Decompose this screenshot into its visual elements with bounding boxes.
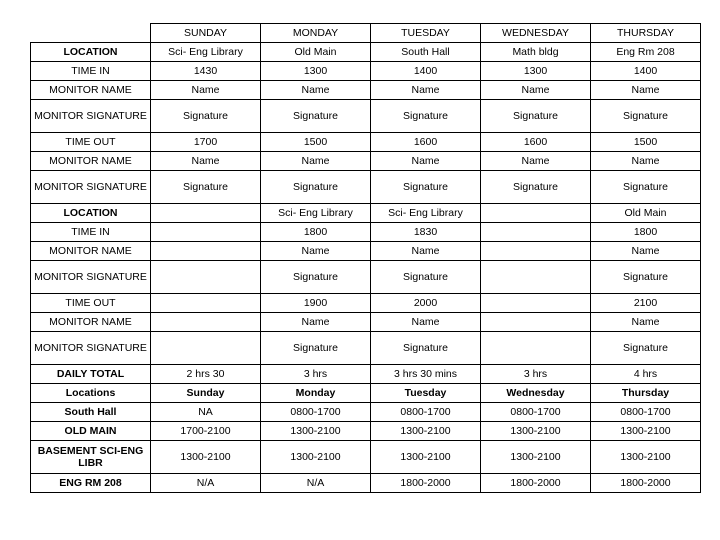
locations-row-label: South Hall: [31, 403, 151, 422]
schedule-row-label: MONITOR SIGNATURE: [31, 171, 151, 204]
locations-row-label: OLD MAIN: [31, 422, 151, 441]
schedule-row: [31, 332, 701, 365]
locations-cell: 1300-2100: [261, 422, 371, 441]
schedule-row: [31, 223, 701, 242]
locations-cell: 0800-1700: [261, 403, 371, 422]
locations-cell: 1300-2100: [481, 422, 591, 441]
schedule-cell: [151, 332, 261, 365]
schedule-cell: Name: [591, 313, 701, 332]
schedule-row-label: TIME IN: [31, 223, 151, 242]
schedule-cell: Old Main: [591, 204, 701, 223]
schedule-cell: South Hall: [371, 43, 481, 62]
schedule-cell: Name: [591, 242, 701, 261]
schedule-cell: Name: [261, 81, 371, 100]
schedule-row: [31, 100, 701, 133]
locations-cell: N/A: [261, 474, 371, 493]
schedule-body: [31, 24, 701, 493]
schedule-row: [31, 204, 701, 223]
schedule-cell: 2 hrs 30: [151, 365, 261, 384]
schedule-row-label: TIME IN: [31, 62, 151, 81]
schedule-cell: Signature: [481, 171, 591, 204]
schedule-cell: Name: [151, 81, 261, 100]
schedule-cell: Name: [371, 152, 481, 171]
schedule-cell: 1500: [591, 133, 701, 152]
schedule-row-label: MONITOR NAME: [31, 242, 151, 261]
schedule-row-label: MONITOR SIGNATURE: [31, 261, 151, 294]
schedule-row-label: TIME OUT: [31, 294, 151, 313]
schedule-cell: Signature: [371, 171, 481, 204]
schedule-row-label: MONITOR NAME: [31, 152, 151, 171]
schedule-row: [31, 62, 701, 81]
schedule-cell: 1830: [371, 223, 481, 242]
schedule-cell: 1500: [261, 133, 371, 152]
schedule-cell: 2100: [591, 294, 701, 313]
schedule-row: [31, 261, 701, 294]
day-header-thursday: THURSDAY: [591, 24, 701, 43]
schedule-table: [30, 23, 701, 493]
schedule-cell: Signature: [261, 171, 371, 204]
schedule-cell: Name: [481, 152, 591, 171]
schedule-cell: [481, 313, 591, 332]
schedule-cell: 1430: [151, 62, 261, 81]
schedule-cell: [151, 223, 261, 242]
locations-cell: 1300-2100: [591, 441, 701, 474]
schedule-cell: Old Main: [261, 43, 371, 62]
schedule-cell: Name: [261, 313, 371, 332]
locations-cell: 1300-2100: [481, 441, 591, 474]
schedule-cell: Signature: [261, 100, 371, 133]
locations-cell: 1300-2100: [371, 422, 481, 441]
schedule-row: [31, 171, 701, 204]
schedule-row: [31, 242, 701, 261]
locations-cell: 1300-2100: [591, 422, 701, 441]
schedule-cell: [481, 223, 591, 242]
schedule-cell: Signature: [371, 100, 481, 133]
schedule-cell: Name: [481, 81, 591, 100]
locations-cell: 1300-2100: [261, 441, 371, 474]
schedule-cell: Sci- Eng Library: [371, 204, 481, 223]
schedule-cell: Signature: [591, 171, 701, 204]
locations-cell: 1800-2000: [371, 474, 481, 493]
locations-row: [31, 403, 701, 422]
schedule-cell: Sci- Eng Library: [151, 43, 261, 62]
schedule-row: [31, 294, 701, 313]
schedule-cell: [151, 261, 261, 294]
schedule-cell: Name: [591, 81, 701, 100]
locations-cell: 1300-2100: [371, 441, 481, 474]
schedule-cell: Signature: [591, 100, 701, 133]
day-header-row: [31, 24, 701, 43]
locations-cell: 0800-1700: [591, 403, 701, 422]
locations-cell: 1300-2100: [151, 441, 261, 474]
schedule-row: [31, 133, 701, 152]
locations-row: [31, 422, 701, 441]
schedule-cell: 1700: [151, 133, 261, 152]
schedule-row-label: MONITOR NAME: [31, 81, 151, 100]
schedule-cell: 1600: [371, 133, 481, 152]
schedule-cell: 1800: [591, 223, 701, 242]
schedule-cell: 1300: [481, 62, 591, 81]
locations-row: [31, 441, 701, 474]
schedule-row: [31, 43, 701, 62]
schedule-cell: Sci- Eng Library: [261, 204, 371, 223]
schedule-cell: 4 hrs: [591, 365, 701, 384]
locations-cell: 1800-2000: [481, 474, 591, 493]
locations-cell: NA: [151, 403, 261, 422]
schedule-row: [31, 152, 701, 171]
schedule-cell: 1400: [591, 62, 701, 81]
day-header-sunday: SUNDAY: [151, 24, 261, 43]
schedule-cell: [481, 204, 591, 223]
locations-header-day: Wednesday: [481, 384, 591, 403]
schedule-cell: 2000: [371, 294, 481, 313]
schedule-cell: [481, 332, 591, 365]
schedule-cell: Name: [151, 152, 261, 171]
schedule-row: [31, 365, 701, 384]
locations-cell: N/A: [151, 474, 261, 493]
schedule-row: [31, 81, 701, 100]
schedule-cell: 1400: [371, 62, 481, 81]
schedule-row-label: LOCATION: [31, 204, 151, 223]
schedule-cell: Name: [261, 242, 371, 261]
schedule-cell: 1300: [261, 62, 371, 81]
day-header-wednesday: WEDNESDAY: [481, 24, 591, 43]
schedule-cell: 1600: [481, 133, 591, 152]
schedule-cell: Signature: [481, 100, 591, 133]
schedule-cell: 3 hrs: [481, 365, 591, 384]
schedule-cell: Eng Rm 208: [591, 43, 701, 62]
schedule-cell: Name: [371, 313, 481, 332]
schedule-cell: [151, 204, 261, 223]
schedule-cell: [151, 242, 261, 261]
schedule-cell: Signature: [261, 332, 371, 365]
schedule-cell: Signature: [591, 261, 701, 294]
schedule-cell: [151, 294, 261, 313]
schedule-cell: 1800: [261, 223, 371, 242]
schedule-row-label: MONITOR SIGNATURE: [31, 100, 151, 133]
locations-header-day: Thursday: [591, 384, 701, 403]
schedule-cell: Name: [261, 152, 371, 171]
schedule-cell: Signature: [261, 261, 371, 294]
schedule-cell: [151, 313, 261, 332]
locations-header-day: Tuesday: [371, 384, 481, 403]
locations-row-label: BASEMENT SCI-ENG LIBR: [31, 441, 151, 474]
day-header-monday: MONDAY: [261, 24, 371, 43]
day-header-tuesday: TUESDAY: [371, 24, 481, 43]
schedule-cell: Math bldg: [481, 43, 591, 62]
locations-cell: 1700-2100: [151, 422, 261, 441]
schedule-cell: Signature: [151, 171, 261, 204]
schedule-cell: 1900: [261, 294, 371, 313]
locations-row: [31, 474, 701, 493]
schedule-row: [31, 313, 701, 332]
locations-header-day: Monday: [261, 384, 371, 403]
schedule-cell: Name: [371, 81, 481, 100]
schedule-cell: [481, 261, 591, 294]
schedule-cell: Signature: [591, 332, 701, 365]
schedule-cell: Name: [591, 152, 701, 171]
schedule-cell: 3 hrs: [261, 365, 371, 384]
schedule-row-label: TIME OUT: [31, 133, 151, 152]
schedule-cell: Signature: [371, 261, 481, 294]
schedule-cell: Signature: [151, 100, 261, 133]
locations-cell: 0800-1700: [371, 403, 481, 422]
locations-cell: 0800-1700: [481, 403, 591, 422]
locations-header-row: [31, 384, 701, 403]
schedule-row-label: LOCATION: [31, 43, 151, 62]
schedule-cell: 3 hrs 30 mins: [371, 365, 481, 384]
schedule-row-label: MONITOR SIGNATURE: [31, 332, 151, 365]
schedule-row-label: MONITOR NAME: [31, 313, 151, 332]
locations-header-day: Sunday: [151, 384, 261, 403]
schedule-cell: [481, 294, 591, 313]
locations-row-label: ENG RM 208: [31, 474, 151, 493]
schedule-row-label: DAILY TOTAL: [31, 365, 151, 384]
schedule-cell: [481, 242, 591, 261]
schedule-cell: Signature: [371, 332, 481, 365]
locations-cell: 1800-2000: [591, 474, 701, 493]
corner-cell: [31, 24, 151, 43]
locations-header-label: Locations: [31, 384, 151, 403]
schedule-cell: Name: [371, 242, 481, 261]
